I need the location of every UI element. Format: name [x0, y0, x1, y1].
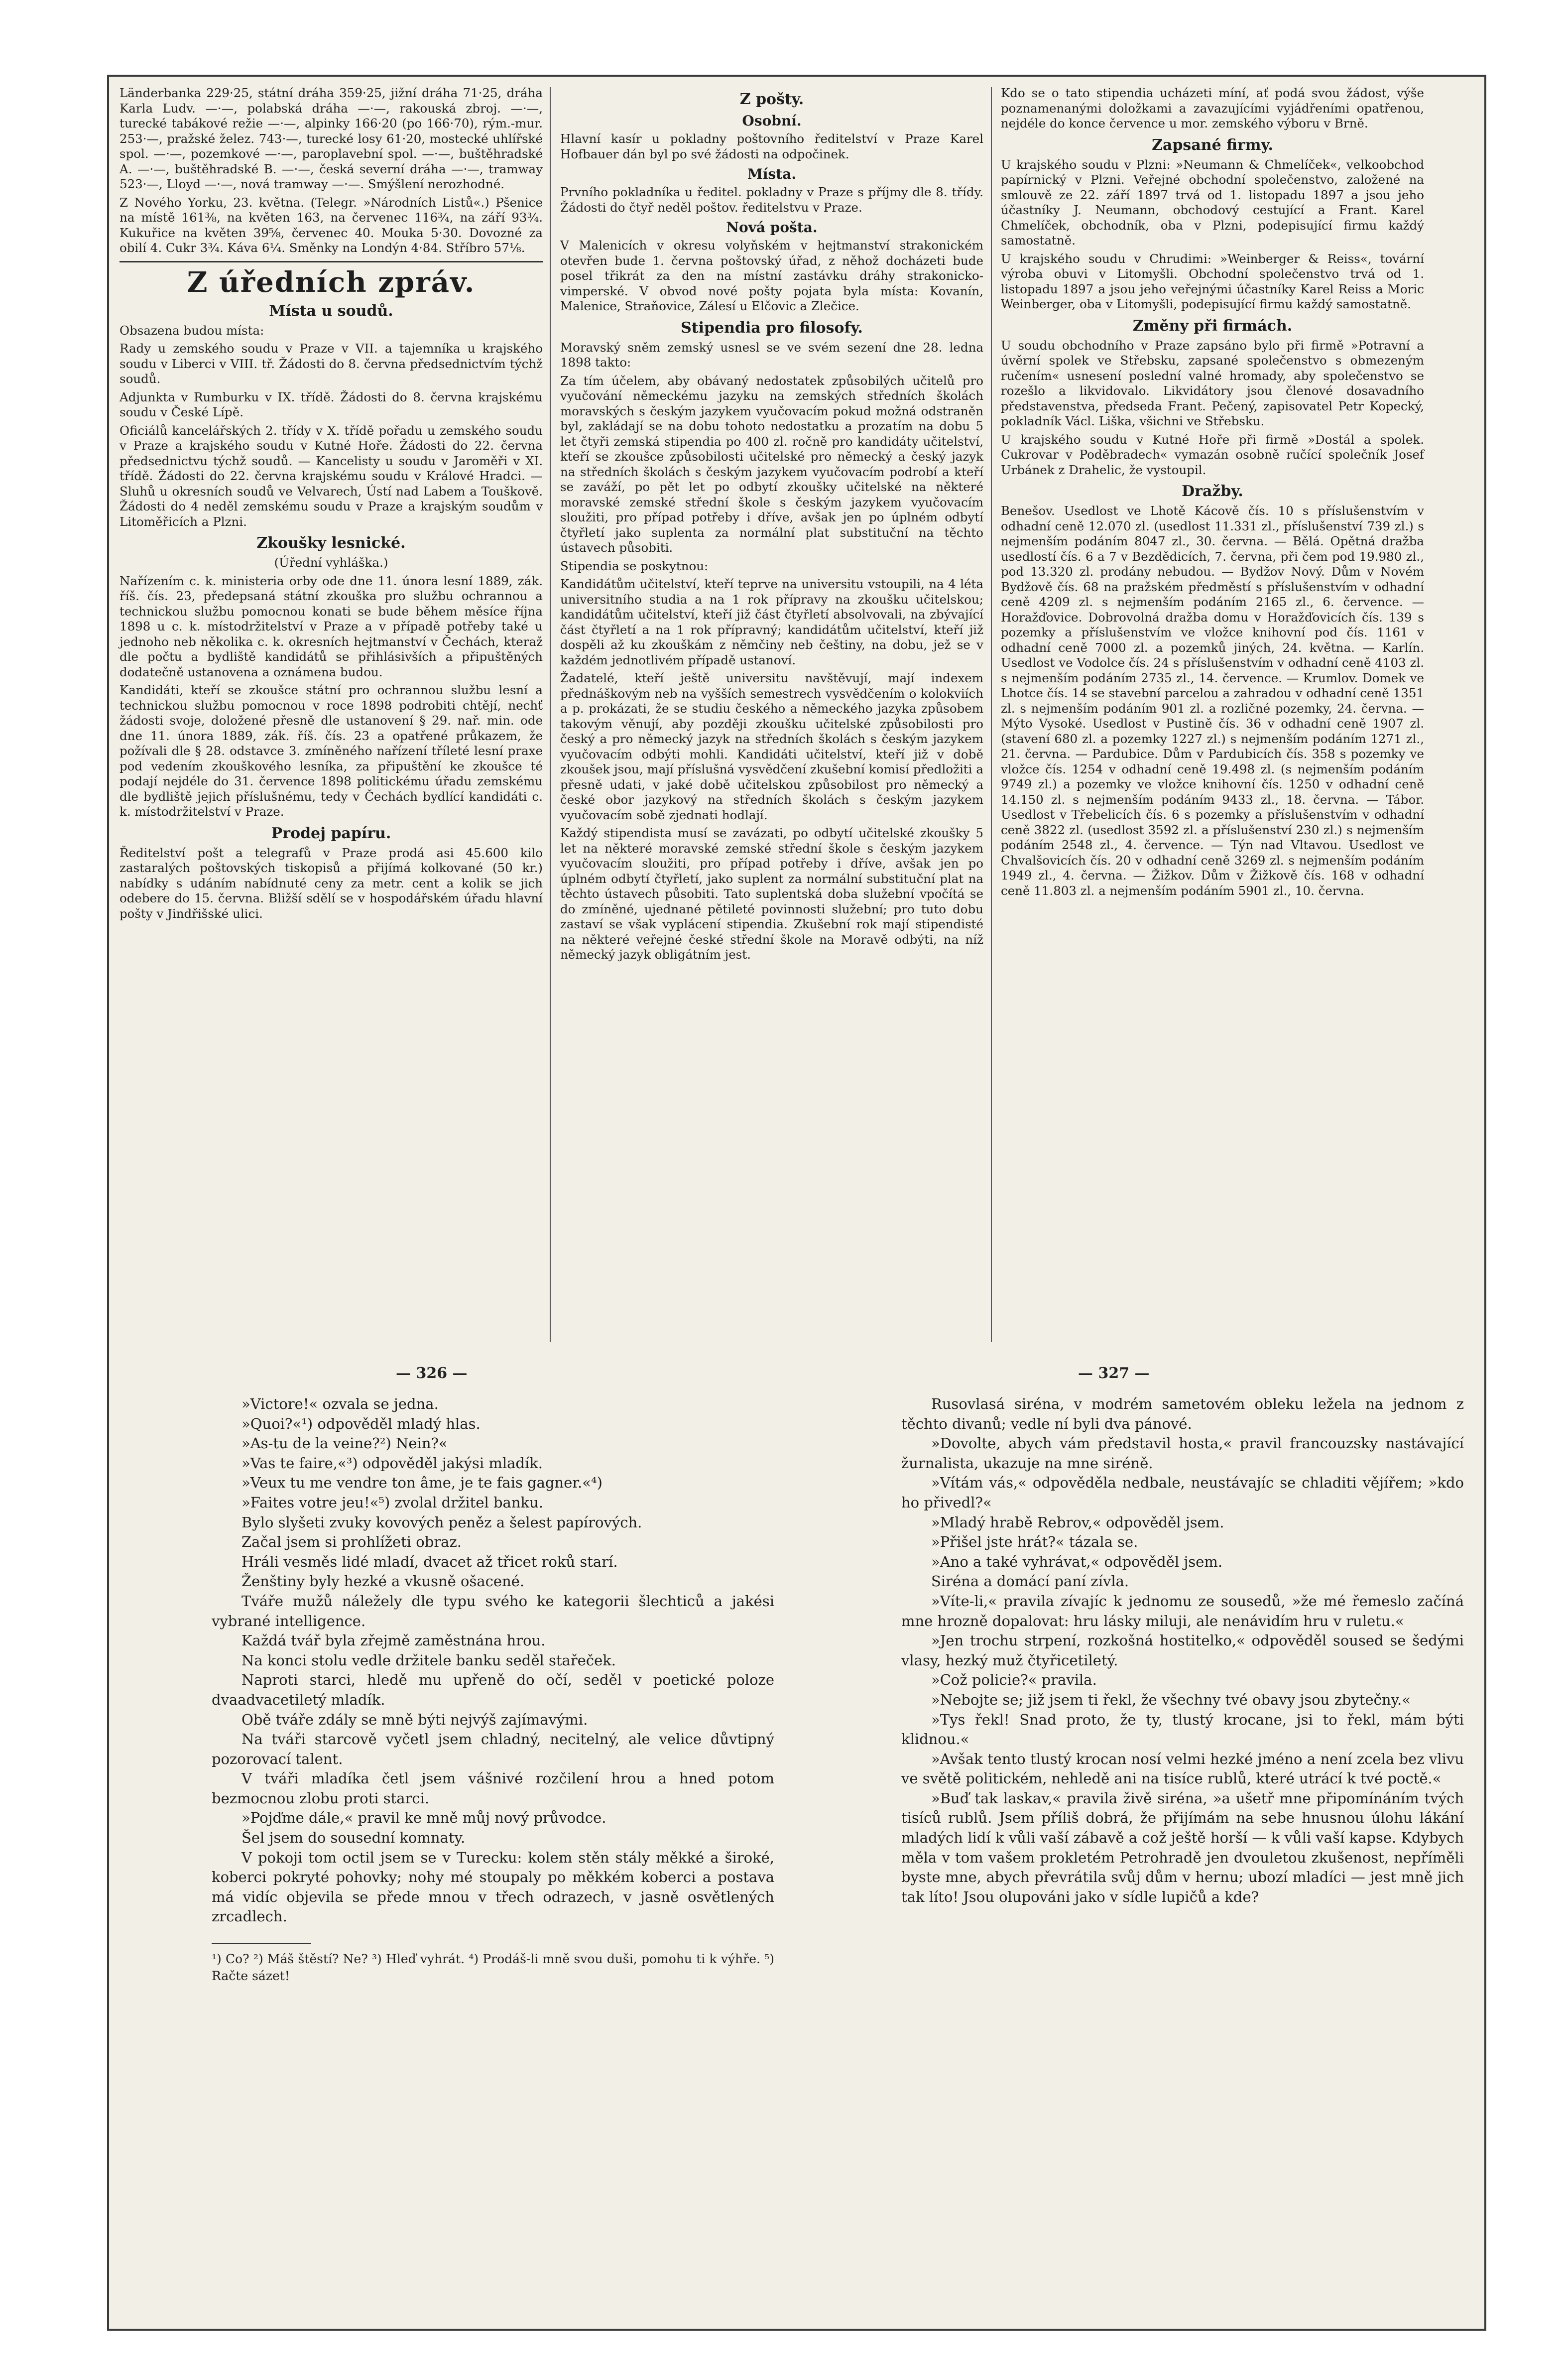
story-line: »Vas te faire,«³) odpověděl jakýsi mladík.	[241, 1454, 543, 1472]
paragraph: Adjunkta v Rumburku v IX. třídě. Žádosti do 8. června krajskému soudu v České Lípě.	[120, 389, 543, 419]
story-line: »Avšak tento tlustý krocan nosí velmi hezké jméno a není zcela bez vlivu ve světě politickém, nehledě ani na tisíce rublů, které utrácí k tvé poctě.«	[901, 1750, 1464, 1787]
page-number-left: — 326 —	[396, 1365, 468, 1382]
paragraph: Žadatelé, kteří ještě universitu navštěvují, mají indexem přednáškovým neb na vyšších semestrech vysvědčením o kolokviích a p. prokázati, že se studiu českého a německého jazyka způsobem takovým věnují, aby později zkoušku učitelské způsobilosti pro český a pro německý jazyk na středních školách s českým jazykem vyučovacím odbýti mohli. Kandidáti učitelství, kteří již v době zkoušek jsou, mají příslušná vysvědčení zkušební komisí předložiti a přesně udati, v jaké době učitelskou způsobilost pro německý a české obor jazykový na středních školách s českým jazykem vyučovacím sobě zjednati hodlají.	[560, 671, 983, 822]
subsection-zmeny: Změny při firmách.	[1132, 317, 1293, 335]
subsection-posty: Z pošty.	[739, 91, 804, 108]
story-line: »Pojďme dále,« pravil ke mně můj nový průvodce.	[241, 1809, 606, 1827]
story-line: V pokoji tom octil jsem se v Turecku: kolem stěn stály měkké a široké, koberci pokryté pohovky; nohy mé stoupaly po měkkém koberci a postava má vidíc objevila se přede mnou v třech odrazech, v jasně osvětlených zrcadlech.	[212, 1849, 774, 1925]
story-line: Naproti starci, hledě mu upřeně do očí, seděl v poetické poloze dvaadvacetiletý mladík.	[212, 1671, 774, 1708]
column-rule	[991, 87, 992, 1342]
subsection-drazby: Dražby.	[1182, 483, 1243, 500]
story-line: Hráli vesměs lidé mladí, dvacet až třicet roků starí.	[241, 1553, 618, 1570]
story-line: »Víte-li,« pravila zívajíc k jednomu ze sousedů, »že mé řemeslo začíná mne hrozně dopalovat: hru lásky miluji, ale nenávidím hru v ruletu.«	[901, 1592, 1464, 1629]
paragraph: Hlavní kasír u pokladny poštovního ředitelství v Praze Karel Hofbauer dán byl po své žádosti na odpočinek.	[560, 131, 983, 161]
story-line: Ženštiny byly hezké a vkusně ošacené.	[241, 1573, 525, 1590]
subsection-zkousky: Zkoušky lesnické.	[256, 534, 406, 552]
footnote-rule	[212, 1943, 311, 1944]
story-line: »Dovolte, abych vám představil hosta,« pravil francouzsky nastávající žurnalista, ukazuje na mne siréně.	[901, 1435, 1464, 1472]
story-line: »Mladý hrabě Rebrov,« odpověděl jsem.	[931, 1513, 1224, 1531]
story-line: Bylo slyšeti zvuky kovových peněz a šelest papírových.	[241, 1513, 642, 1531]
subsection-stipendia: Stipendia pro filosofy.	[681, 319, 863, 337]
paragraph: Každý stipendista musí se zavázati, po odbytí učitelské zkoušky 5 let na některé moravské zemské střední škole s českým jazykem vyučovacím sloužiti, pro případ potřeby i dříve, avšak jen po úplném odbytí čtyřletí, jako suplent za normální substituční plat na těchto ústavech působiti. Tato suplentská doba služební vpočítá se do zmíněné, ujednané pětileté povinnosti služební; pro tuto dobu zastaví se však vyplácení stipendia. Zkušební rok mají stipendisté na některé veřejné české střední škole na Moravě odbýti, na níž německý jazyk obligátním jest.	[560, 826, 983, 962]
story-line: »Jen trochu strpení, rozkošná hostitelko,« odpověděl soused se šedými vlasy, hezký muž čtyřicetiletý.	[901, 1632, 1464, 1669]
paragraph: U krajského soudu v Chrudimi: »Weinberger & Reiss«, tovární výroba obuvi v Litomyšli. Obchodní společenstvo trvá od 1. listopadu 1897 a jsou jeho veřejnými účastníky Karel Reiss a Moric Weinberger, oba v Litomyšli, podepisující firmu každý samostatně.	[1001, 251, 1424, 311]
story-line: Tváře mužů náležely dle typu svého ke kategorii šlechticů a jakési vybrané intelligence.	[212, 1592, 774, 1629]
story-line: »Faites votre jeu!«⁵) zvolal držitel banku.	[241, 1494, 543, 1511]
story-line: Rusovlasá siréna, v modrém sametovém obleku ležela na jednom z těchto divanů; vedle ní byli dva pánové.	[901, 1395, 1464, 1432]
section-heading: Z úředních zpráv.	[187, 265, 476, 299]
paragraph: U krajského soudu v Plzni: »Neumann & Chmelíček«, velkoobchod papírnický v Plzni. Veřejné obchodní společenstvo, založené na smlouvě ze 22. září 1897 trvá od 1. listopadu 1897 a jsou jeho účastníky J. Neumann, obchodový cestující a Frant. Karel Chmelíček, obchodník, oba v Plzni, podepisující firmu každý samostatně.	[1001, 157, 1424, 248]
story-line: Šel jsem do sousední komnaty.	[241, 1829, 466, 1847]
market-report: Länderbanka 229·25, státní dráha 359·25, jižní dráha 71·25, dráha Karla Ludv. —·—, polabská dráha —·—, rakouská zbroj. —·—, turecké tabákové režie —·—, alpinky 166·20 (po 166·70), rým.-mur. 253·—, pražské želez. 743·—, turecké losy 61·20, mostecké uhlířské spol. —·—, pozemkové —·—, paroplavební spol. —·—, buštěhradské A. —·—, buštěhradské B. —·—, česká severní dráha —·—, tramway 523·—, Lloyd —·—, nová tramway —·—. Smýšlení nerozhodné.	[120, 86, 543, 191]
story-line: »Veux tu me vendre ton âme, je te fais gagner.«⁴)	[241, 1474, 602, 1492]
paragraph: Kandidátům učitelství, kteří teprve na universitu vstoupili, na 4 léta universitního studia a na 1 rok přípravy na zkoušku učitelskou; kandidátům učitelství, kteří již část čtyřletí absolvovali, na zbývající část čtyřletí a na 1 rok přípravný; kandidátům učitelství, kteří již dospěli až ku zkouškám z němčiny neb češtiny, na dobu, jež se v každém jednotlivém případě ustanoví.	[560, 577, 983, 667]
page-number-right: — 327 —	[1078, 1365, 1150, 1382]
story-line: »Tys řekl! Snad proto, že ty, tlustý krocane, jsi to řekl, mám býti klidnou.«	[901, 1711, 1464, 1748]
subheading-nova-posta: Nová pošta.	[726, 219, 818, 236]
story-line: »Ano a také vyhrávat,« odpověděl jsem.	[931, 1553, 1223, 1570]
story-line: »Victore!« ozvala se jedna.	[241, 1395, 439, 1412]
divider	[120, 261, 543, 262]
footnotes: ¹) Co? ²) Máš štěstí? Ne? ³) Hleď vyhrát. ⁴) Prodáš-li mně svou duši, pomohu ti k výhře. ⁵) Račte sázet!	[212, 1952, 774, 1984]
paragraph: Oficiálů kancelářských 2. třídy v X. třídě pořadu u zemského soudu v Praze a krajského soudu v Kutné Hoře. Žádosti do 22. června předsednictvu týchž soudů. — Kancelisty u soudu v Jaroměři v XI. třídě. Žádosti do 22. června krajskému soudu v Králové Hradci. — Sluhů u okresních soudů ve Velvarech, Ústí nad Labem a Touškově. Žádosti do 4 neděl zemskému soudu v Praze a krajským soudům v Litoměřicích a Plzni.	[120, 423, 543, 529]
paragraph: Kandidáti, kteří se zkoušce státní pro ochrannou službu lesní a technickou službu pomocnou v roce 1898 podrobiti chtějí, nechť žádosti svoje, doložené přesně dle ustanovení § 29. nař. min. ode dne 11. února 1889, zák. říš. čís. 23 a opatřené průkazem, že požívali dle § 28. odstavce 3. zmíněného nařízení tříleté lesní praxe pod vedením zkouškového lesníka, za připuštění ke zkoušce té podají nejdéle do 31. července 1898 politickému úřadu zemskému dle bydliště jejich příslušnému, tedy v Čechách bydlící kandidáti c. k. místodržitelství v Praze.	[120, 683, 543, 819]
story-line: Na konci stolu vedle držitele banku seděl stařeček.	[241, 1651, 616, 1669]
story-left	[212, 1394, 774, 1985]
paragraph: Nařízením c. k. ministeria orby ode dne 11. února lesní 1889, zák. říš. čís. 23, předepsaná státní zkouška pro službu ochrannou a technickou službu pomocnou konati se bude během měsíce října 1898 u c. k. místodržitelství v Praze a v případě potřeby také u jednoho neb několika c. k. okresních hejtmanství v Čechách, kteraž dle počtu a bydliště kandidátů se přihlásivších a připuštěných dodatečně ustanovena a oznámena budou.	[120, 573, 543, 679]
paragraph: V Malenicích v okresu volyňském v hejtmanství strakonickém otevřen bude 1. června poštovský úřad, z něhož docházeti bude posel třikrát za den na místní zastávku dráhy strakonicko-vimperské. V obvod nové pošty pojata byla místa: Kovanín, Malenice, Straňovice, Zálesí u Elčovic a Zlečice.	[560, 238, 983, 313]
story-line: Na tváři starcově vyčetl jsem chladný, necitelný, ale velice důvtipný pozorovací talent.	[212, 1731, 774, 1767]
subsection-prodej: Prodej papíru.	[271, 824, 391, 842]
story-line: »As-tu de la veine?²) Nein?«	[241, 1435, 448, 1452]
column-rule	[550, 87, 551, 1342]
story-line: »Přišel jste hrát?« tázala se.	[931, 1533, 1138, 1551]
subtitle: (Úřední vyhláška.)	[274, 555, 388, 570]
paragraph: Prvního pokladníka u ředitel. pokladny v Praze s příjmy dle 8. třídy. Žádosti do čtyř neděl poštov. ředitelstvu v Praze.	[560, 185, 983, 215]
story-line: »Quoi?«¹) odpověděl mladý hlas.	[241, 1415, 481, 1432]
story-line: Siréna a domácí paní zívla.	[931, 1573, 1129, 1590]
paragraph: U krajského soudu v Kutné Hoře při firmě »Dostál a spolek. Cukrovar v Poděbradech« vymazán osobně ručící společník Josef Urbánek z Drahelic, že vystoupil.	[1001, 432, 1424, 477]
story-line: »Nebojte se; již jsem ti řekl, že všechny tvé obavy jsou zbytečny.«	[931, 1691, 1411, 1708]
subsection-mista: Místa u soudů.	[269, 302, 393, 320]
column-left	[120, 86, 543, 924]
subsection-zapsane: Zapsané firmy.	[1152, 136, 1273, 154]
paragraph: Za tím účelem, aby obávaný nedostatek způsobilých učitelů pro vyučování německému jazyku na zemských středních školách moravských s českým jazykem vyučovacím pokud možná odstraněn byl, zakládají se na dobu tohoto nedostatku a prozatím na dobu 5 let čtyři zemská stipendia po 400 zl. ročně pro kandidáty učitelství, kteří se zkoušce způsobilosti učitelské pro německý a český jazyk na středních školách s českým jazykem vyučovacím podrobí a kteří se zaváží, po pět let po odbytí zkoušky učitelské na některé moravské zemské střední škole s českým jazykem vyučovacím sloužiti, pro případ potřeby i dříve, avšak jen po úplném odbytí čtyřletí jako suplenta za normální plat substituční na těchto ústavech působiti.	[560, 373, 983, 555]
story-line: Obě tváře zdály se mně býti nejvýš zajímavými.	[241, 1711, 588, 1728]
paragraph: Moravský sněm zemský usnesl se ve svém sezení dne 28. ledna 1898 takto:	[560, 340, 983, 370]
story-line: V tváři mladíka četl jsem vášnivé rozčilení hrou a hned potom bezmocnou zlobu proti starci.	[212, 1770, 774, 1807]
column-middle	[560, 86, 983, 966]
column-right	[1001, 86, 1424, 901]
paragraph: Obsazena budou místa:	[120, 323, 264, 338]
paragraph: Benešov. Usedlost ve Lhotě Kácově čís. 10 s příslušenstvím v odhadní ceně 12.070 zl. (usedlost 11.331 zl., příslušenství 739 zl.) s nejmenším podáním 8047 zl., 30. června. — Bělá. Opětná dražba usedlostí čís. 6 a 7 v Bezdědicích, 7. června, při čem pod 19.980 zl., pod 13.320 zl. prodány nebudou. — Bydžov Nový. Dům v Novém Bydžově čís. 68 na pražském předměstí s příslušenstvím v odhadní ceně 4209 zl. s nejmenším podáním 2165 zl., 6. července. — Horažďovice. Dobrovolná dražba domu v Horažďovicích čís. 139 s pozemky a příslušenstvím ve vložce knihovní pod čís. 1161 v odhadní ceně 7000 zl. a pozemků jiných, 24. května. — Karlín. Usedlost ve Vodolce čís. 24 s příslušenstvím v odhadní ceně 4103 zl. s nejmenším podáním 2735 zl., 14. července. — Krumlov. Domek ve Lhotce čís. 14 se stavební parcelou a zahradou v odhadní ceně 1351 zl. s nejmenším podáním 901 zl. a rozličné pozemky, 24. června. — Mýto Vysoké. Usedlost v Pustině čís. 36 v odhadní ceně 1907 zl. (stavení 680 zl. a pozemky 1227 zl.) s nejmenším podáním 1271 zl., 21. června. — Pardubice. Dům v Pardubicích čís. 358 s pozemky ve vložce čís. 1254 v odhadní ceně 19.498 zl. (s nejmenším podáním 9749 zl.) a pozemky ve vložce knihovní čís. 1250 v odhadní ceně 14.150 zl. s nejmenším podáním 9433 zl., 18. června. — Tábor. Usedlost v Třebelicích čís. 6 s pozemky a příslušenstvím v odhadní ceně 3822 zl. (usedlost 3592 zl. a příslušenství 230 zl.) s nejmenším podáním 2548 zl., 4. července. — Týn nad Vltavou. Usedlost ve Chvalšovicích čís. 20 v odhadní ceně 3269 zl. s nejmenším podáním 1949 zl., 4. června. — Žižkov. Dům v Žižkově čís. 168 v odhadní ceně 11.803 zl. a nejmenším podáním 5901 zl., 10. června.	[1001, 503, 1424, 898]
newyork-report: Z Nového Yorku, 23. května. (Telegr. »Národních Listů«.) Pšenice na místě 161⅜, na květen 163, na červenec 116¾, na září 93¾. Kukuřice na květen 39⅝, červenec 40. Mouka 5·30. Dovozné za obilí 4. Cukr 3¾. Káva 6¼. Směnky na Londýn 4·84. Stříbro 57⅛.	[120, 195, 543, 255]
story-line: »Buď tak laskav,« pravila živě siréna, »a ušetř mne připomínáním tvých tisíců rublů. Jsem příliš dobrá, že přijímám na sebe hnusnou úlohu lákání mladých lidí k vůli vaší zábavě a což ještě horší — k vůli vaší kapse. Kdybych měla v tom vašem prokletém Petrohradě jen dvouletou zkušenost, nepříměli byste mne, abych převrátila svůj dům v hernu; ubozí mladíci — jest mně jich tak líto! Jsou olupováni jako v sídle lupičů a kde?	[901, 1789, 1464, 1905]
story-line: »Což policie?« pravila.	[931, 1671, 1097, 1689]
paragraph: Stipendia se poskytnou:	[560, 558, 709, 573]
paragraph: Rady u zemského soudu v Praze v VII. a tajemníka u krajského soudu v Liberci v VIII. tř. Žádosti do 8. června předsednictvím týchž soudů.	[120, 341, 543, 386]
paragraph: Ředitelství pošt a telegrafů v Praze prodá asi 45.600 kilo zastaralých poštovských tiskopisů a přijímá kolkované (50 kr.) nabídky s udáním nabídnuté ceny za metr. cent a kolik se jich odebere do 15. června. Bližší sdělí se v hospodářském úřadu hlavní pošty v Jindřišské ulici.	[120, 845, 543, 921]
story-line: Začal jsem si prohlížeti obraz.	[241, 1533, 462, 1551]
subheading-mista: Místa.	[747, 166, 797, 182]
paragraph: U soudu obchodního v Praze zapsáno bylo při firmě »Potravní a úvěrní spolek ve Střebsku, zapsané společenstvo s obmezeným ručením« usnesení poslední valné hromady, aby společenstvo se rozešlo a likvidovalo. Likvidátory jsou členové dosavadního představenstva, předseda Frant. Pečený, zapisovatel Petr Kopecký, pokladník Václ. Liška, všichni ve Střebsku.	[1001, 338, 1424, 428]
story-line: »Vítám vás,« odpověděla nedbale, neustávajíc se chladiti vějířem; »kdo ho přivedl?«	[901, 1474, 1464, 1511]
story-right	[901, 1394, 1464, 1907]
story-line: Každá tvář byla zřejmě zaměstnána hrou.	[241, 1632, 546, 1649]
paragraph: Kdo se o tato stipendia ucházeti míní, ať podá svou žádost, výše poznamenanými doložkami a zavazujícími vyjádřeními opatřenou, nejdéle do konce července u mor. zemského výboru v Brně.	[1001, 86, 1424, 130]
subheading-osobni: Osobní.	[742, 113, 802, 129]
